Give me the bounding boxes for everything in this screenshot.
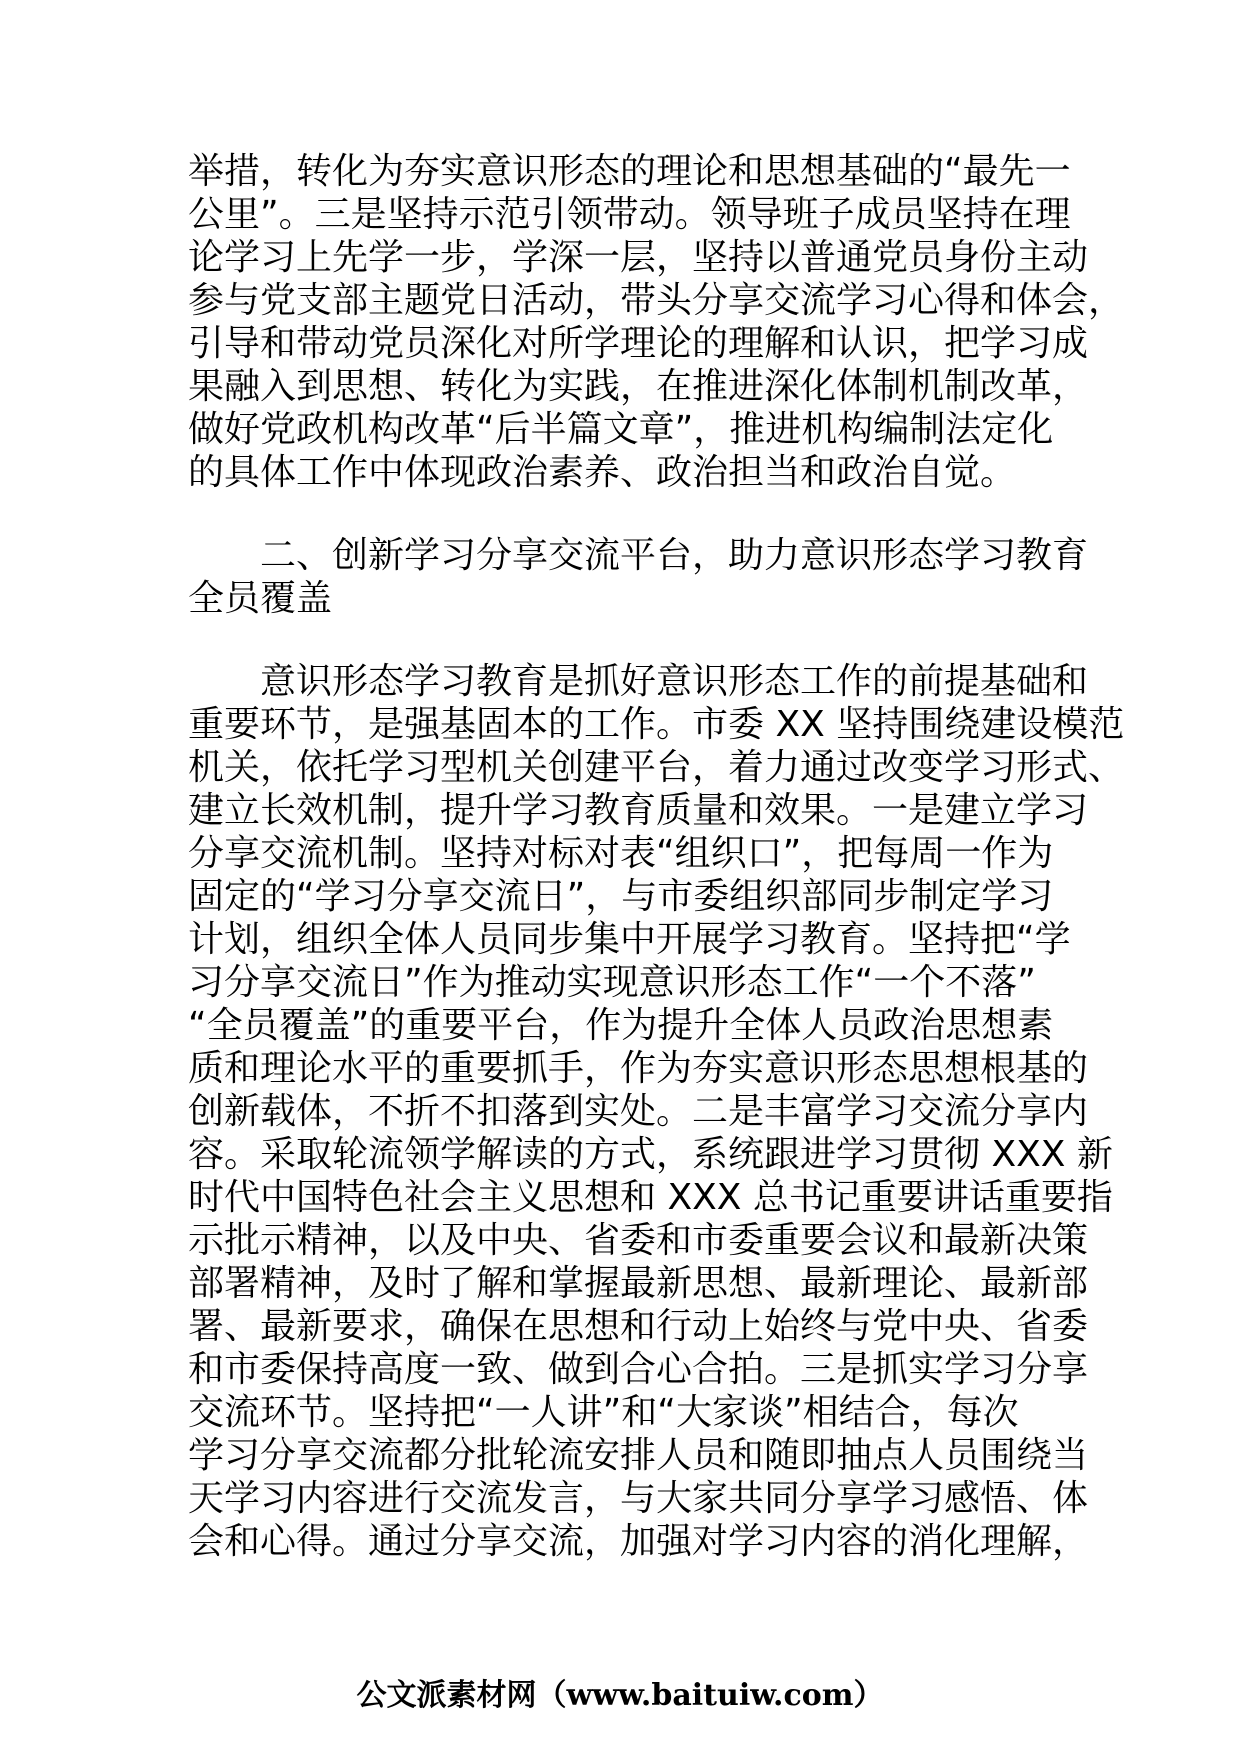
paragraph-line: 天学习内容进行交流发言，与大家共同分享学习感悟、体: [188, 1478, 1089, 1519]
paragraph-line: 质和理论水平的重要抓手，作为夯实意识形态思想根基的: [188, 1048, 1089, 1089]
paragraph-line: 习分享交流日”作为推动实现意识形态工作“一个不落”: [188, 962, 1036, 1003]
paragraph-line: 机关，依托学习型机关创建平台，着力通过改变学习形式、: [188, 747, 1125, 788]
paragraph-line: 部署精神，及时了解和掌握最新思想、最新理论、最新部: [188, 1263, 1089, 1304]
footer-source: 公文派素材网（www.baituiw.com）: [356, 1678, 884, 1713]
paragraph-line: 时代中国特色社会主义思想和 XXX 总书记重要讲话重要指: [188, 1177, 1113, 1218]
paragraph-line: 意识形态学习教育是抓好意识形态工作的前提基础和: [188, 661, 1089, 702]
paragraph-line: 和市委保持高度一致、做到合心合拍。三是抓实学习分享: [188, 1349, 1089, 1390]
paragraph-line: 会和心得。通过分享交流，加强对学习内容的消化理解，: [188, 1521, 1089, 1562]
heading-line: 二、创新学习分享交流平台，助力意识形态学习教育: [188, 535, 1089, 576]
paragraph-line: 做好党政机构改革“后半篇文章”，推进机构编制法定化: [188, 409, 1054, 450]
heading-line: 全员覆盖: [188, 578, 333, 619]
paragraph-line: 学习分享交流都分批轮流安排人员和随即抽点人员围绕当: [188, 1435, 1089, 1476]
document-body: [188, 150, 1125, 1563]
paragraph-line: 计划，组织全体人员同步集中开展学习教育。坚持把“学: [188, 919, 1071, 960]
paragraph-2: [188, 660, 1125, 1563]
paragraph-line: 重要环节，是强基固本的工作。市委 XX 坚持围绕建设模范: [188, 704, 1125, 745]
paragraph-spacer: [188, 620, 1048, 660]
paragraph-line: 署、最新要求，确保在思想和行动上始终与党中央、省委: [188, 1306, 1089, 1347]
paragraph-1: [188, 150, 1125, 494]
paragraph-line: 交流环节。坚持把“一人讲”和“大家谈”相结合，每次: [188, 1392, 1019, 1433]
paragraph-line: 参与党支部主题党日活动，带头分享交流学习心得和体会，: [188, 280, 1125, 321]
paragraph-line: 举措，转化为夯实意识形态的理论和思想基础的“最先一: [188, 151, 1071, 192]
paragraph-line: 创新载体，不折不扣落到实处。二是丰富学习交流分享内: [188, 1091, 1089, 1132]
paragraph-line: 公里”。三是坚持示范引领带动。领导班子成员坚持在理: [188, 194, 1071, 235]
paragraph-line: 建立长效机制，提升学习教育质量和效果。一是建立学习: [188, 790, 1089, 831]
paragraph-line: 的具体工作中体现政治素养、政治担当和政治自觉。: [188, 452, 1017, 493]
paragraph-line: “全员覆盖”的重要平台，作为提升全体人员政治思想素: [188, 1005, 1054, 1046]
paragraph-line: 容。采取轮流领学解读的方式，系统跟进学习贯彻 XXX 新: [188, 1134, 1113, 1175]
section-heading: [188, 534, 1089, 620]
paragraph-line: 果融入到思想、转化为实践，在推进深化体制机制改革，: [188, 366, 1089, 407]
paragraph-spacer: [188, 494, 1048, 534]
paragraph-line: 引导和带动党员深化对所学理论的理解和认识，把学习成: [188, 323, 1089, 364]
paragraph-line: 分享交流机制。坚持对标对表“组织口”，把每周一作为: [188, 833, 1054, 874]
paragraph-line: 示批示精神，以及中央、省委和市委重要会议和最新决策: [188, 1220, 1089, 1261]
paragraph-line: 论学习上先学一步，学深一层，坚持以普通党员身份主动: [188, 237, 1089, 278]
paragraph-line: 固定的“学习分享交流日”，与市委组织部同步制定学习: [188, 876, 1054, 917]
